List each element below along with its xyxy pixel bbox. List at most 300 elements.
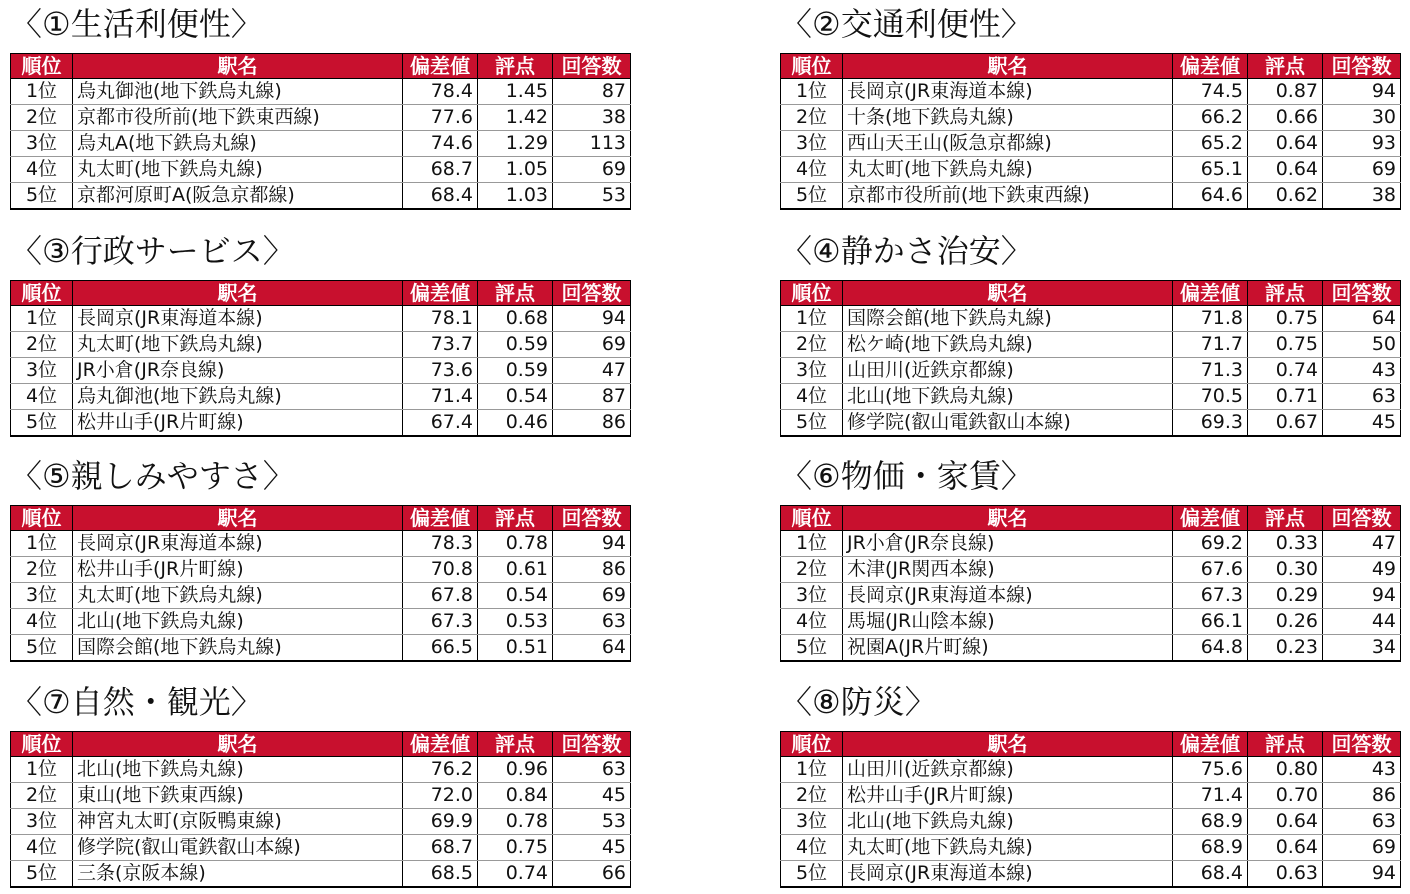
table-row bbox=[781, 332, 1401, 358]
station-cell: 修学院(叡山電鉄叡山本線) bbox=[73, 835, 403, 861]
station-cell: 国際会館(地下鉄烏丸線) bbox=[843, 306, 1173, 332]
ranking-table bbox=[780, 505, 1401, 662]
ranking-table bbox=[10, 731, 631, 888]
count-cell: 30 bbox=[1323, 105, 1401, 131]
header-deviation: 偏差値 bbox=[403, 54, 478, 79]
ranking-table bbox=[10, 505, 631, 662]
station-cell: 馬堀(JR山陰本線) bbox=[843, 609, 1173, 635]
count-cell: 38 bbox=[553, 105, 631, 131]
score-cell: 0.30 bbox=[1248, 557, 1323, 583]
table-row bbox=[781, 557, 1401, 583]
count-cell: 64 bbox=[553, 635, 631, 662]
rank-cell: 4位 bbox=[11, 835, 73, 861]
table-row bbox=[781, 609, 1401, 635]
rank-cell: 2位 bbox=[781, 105, 843, 131]
table-row bbox=[11, 609, 631, 635]
score-cell: 0.54 bbox=[478, 583, 553, 609]
header-station: 駅名 bbox=[73, 506, 403, 531]
rank-cell: 5位 bbox=[11, 410, 73, 437]
table-row bbox=[11, 183, 631, 210]
deviation-cell: 71.3 bbox=[1173, 358, 1248, 384]
station-cell: 丸太町(地下鉄烏丸線) bbox=[73, 583, 403, 609]
deviation-cell: 64.8 bbox=[1173, 635, 1248, 662]
header-count: 回答数 bbox=[1323, 54, 1401, 79]
section-title: 〈②交通利便性〉 bbox=[780, 5, 1033, 43]
count-cell: 43 bbox=[1323, 358, 1401, 384]
count-cell: 64 bbox=[1323, 306, 1401, 332]
header-station: 駅名 bbox=[843, 732, 1173, 757]
score-cell: 0.78 bbox=[478, 531, 553, 557]
header-station: 駅名 bbox=[73, 54, 403, 79]
header-rank: 順位 bbox=[781, 281, 843, 306]
header-rank: 順位 bbox=[11, 281, 73, 306]
count-cell: 94 bbox=[1323, 583, 1401, 609]
station-cell: 北山(地下鉄烏丸線) bbox=[73, 757, 403, 783]
table-row bbox=[11, 809, 631, 835]
table-row bbox=[11, 105, 631, 131]
rank-cell: 4位 bbox=[781, 835, 843, 861]
header-score: 評点 bbox=[1248, 732, 1323, 757]
rank-cell: 1位 bbox=[781, 79, 843, 105]
header-station: 駅名 bbox=[843, 506, 1173, 531]
score-cell: 1.42 bbox=[478, 105, 553, 131]
station-cell: 松井山手(JR片町線) bbox=[843, 783, 1173, 809]
table-row bbox=[11, 635, 631, 662]
rank-cell: 5位 bbox=[781, 861, 843, 888]
station-cell: JR小倉(JR奈良線) bbox=[843, 531, 1173, 557]
score-cell: 1.05 bbox=[478, 157, 553, 183]
rank-cell: 3位 bbox=[781, 809, 843, 835]
deviation-cell: 68.9 bbox=[1173, 809, 1248, 835]
table-header-row bbox=[11, 54, 631, 79]
station-cell: 京都市役所前(地下鉄東西線) bbox=[843, 183, 1173, 210]
deviation-cell: 65.1 bbox=[1173, 157, 1248, 183]
score-cell: 0.80 bbox=[1248, 757, 1323, 783]
deviation-cell: 68.7 bbox=[403, 835, 478, 861]
table-row bbox=[781, 835, 1401, 861]
rank-cell: 5位 bbox=[781, 183, 843, 210]
score-cell: 0.63 bbox=[1248, 861, 1323, 888]
rank-cell: 5位 bbox=[781, 410, 843, 437]
count-cell: 69 bbox=[553, 583, 631, 609]
station-cell: 丸太町(地下鉄烏丸線) bbox=[73, 157, 403, 183]
score-cell: 0.46 bbox=[478, 410, 553, 437]
header-station: 駅名 bbox=[73, 732, 403, 757]
count-cell: 63 bbox=[553, 757, 631, 783]
deviation-cell: 70.8 bbox=[403, 557, 478, 583]
score-cell: 0.74 bbox=[1248, 358, 1323, 384]
deviation-cell: 72.0 bbox=[403, 783, 478, 809]
count-cell: 53 bbox=[553, 809, 631, 835]
header-rank: 順位 bbox=[11, 732, 73, 757]
score-cell: 0.53 bbox=[478, 609, 553, 635]
rank-cell: 5位 bbox=[11, 183, 73, 210]
table-row bbox=[11, 861, 631, 888]
station-cell: 長岡京(JR東海道本線) bbox=[73, 531, 403, 557]
table-row bbox=[11, 384, 631, 410]
score-cell: 0.59 bbox=[478, 358, 553, 384]
table-row bbox=[781, 583, 1401, 609]
table-header-row bbox=[781, 281, 1401, 306]
count-cell: 69 bbox=[553, 332, 631, 358]
station-cell: 三条(京阪本線) bbox=[73, 861, 403, 888]
deviation-cell: 68.7 bbox=[403, 157, 478, 183]
station-cell: 西山天王山(阪急京都線) bbox=[843, 131, 1173, 157]
score-cell: 1.03 bbox=[478, 183, 553, 210]
score-cell: 0.74 bbox=[478, 861, 553, 888]
count-cell: 113 bbox=[553, 131, 631, 157]
count-cell: 53 bbox=[553, 183, 631, 210]
table-row bbox=[781, 358, 1401, 384]
table-row bbox=[781, 809, 1401, 835]
deviation-cell: 65.2 bbox=[1173, 131, 1248, 157]
count-cell: 49 bbox=[1323, 557, 1401, 583]
deviation-cell: 64.6 bbox=[1173, 183, 1248, 210]
ranking-table bbox=[10, 280, 631, 437]
header-count: 回答数 bbox=[1323, 732, 1401, 757]
count-cell: 86 bbox=[553, 557, 631, 583]
score-cell: 0.75 bbox=[1248, 306, 1323, 332]
section-title: 〈①生活利便性〉 bbox=[10, 5, 263, 43]
table-row bbox=[11, 531, 631, 557]
header-deviation: 偏差値 bbox=[1173, 506, 1248, 531]
station-cell: 長岡京(JR東海道本線) bbox=[843, 861, 1173, 888]
station-cell: 松井山手(JR片町線) bbox=[73, 557, 403, 583]
table-header-row bbox=[11, 732, 631, 757]
header-deviation: 偏差値 bbox=[1173, 281, 1248, 306]
deviation-cell: 78.1 bbox=[403, 306, 478, 332]
ranking-section bbox=[10, 680, 630, 888]
ranking-section bbox=[780, 680, 1400, 888]
table-row bbox=[781, 861, 1401, 888]
rank-cell: 2位 bbox=[781, 332, 843, 358]
deviation-cell: 74.5 bbox=[1173, 79, 1248, 105]
table-header-row bbox=[11, 281, 631, 306]
deviation-cell: 68.5 bbox=[403, 861, 478, 888]
table-header-row bbox=[11, 506, 631, 531]
table-row bbox=[11, 306, 631, 332]
table-row bbox=[11, 583, 631, 609]
score-cell: 0.64 bbox=[1248, 131, 1323, 157]
deviation-cell: 78.3 bbox=[403, 531, 478, 557]
section-title: 〈⑧防災〉 bbox=[780, 683, 937, 721]
deviation-cell: 71.8 bbox=[1173, 306, 1248, 332]
rank-cell: 1位 bbox=[781, 757, 843, 783]
count-cell: 69 bbox=[1323, 157, 1401, 183]
header-deviation: 偏差値 bbox=[403, 506, 478, 531]
header-deviation: 偏差値 bbox=[403, 281, 478, 306]
table-row bbox=[11, 557, 631, 583]
header-score: 評点 bbox=[478, 54, 553, 79]
deviation-cell: 77.6 bbox=[403, 105, 478, 131]
ranking-table bbox=[10, 53, 631, 210]
count-cell: 47 bbox=[553, 358, 631, 384]
deviation-cell: 67.6 bbox=[1173, 557, 1248, 583]
count-cell: 43 bbox=[1323, 757, 1401, 783]
score-cell: 0.29 bbox=[1248, 583, 1323, 609]
table-header-row bbox=[781, 54, 1401, 79]
score-cell: 0.67 bbox=[1248, 410, 1323, 437]
header-deviation: 偏差値 bbox=[1173, 732, 1248, 757]
rank-cell: 4位 bbox=[11, 609, 73, 635]
score-cell: 0.84 bbox=[478, 783, 553, 809]
score-cell: 0.70 bbox=[1248, 783, 1323, 809]
station-cell: 十条(地下鉄烏丸線) bbox=[843, 105, 1173, 131]
count-cell: 45 bbox=[1323, 410, 1401, 437]
section-title: 〈⑤親しみやすさ〉 bbox=[10, 457, 295, 495]
station-cell: 烏丸御池(地下鉄烏丸線) bbox=[73, 384, 403, 410]
ranking-section bbox=[10, 454, 630, 662]
score-cell: 0.75 bbox=[1248, 332, 1323, 358]
deviation-cell: 68.9 bbox=[1173, 835, 1248, 861]
rank-cell: 3位 bbox=[11, 358, 73, 384]
header-score: 評点 bbox=[478, 506, 553, 531]
score-cell: 0.51 bbox=[478, 635, 553, 662]
deviation-cell: 66.1 bbox=[1173, 609, 1248, 635]
deviation-cell: 78.4 bbox=[403, 79, 478, 105]
station-cell: 長岡京(JR東海道本線) bbox=[843, 79, 1173, 105]
count-cell: 50 bbox=[1323, 332, 1401, 358]
header-rank: 順位 bbox=[781, 506, 843, 531]
section-title: 〈⑦自然・観光〉 bbox=[10, 683, 263, 721]
section-title: 〈⑥物価・家賃〉 bbox=[780, 457, 1033, 495]
section-title: 〈③行政サービス〉 bbox=[10, 232, 295, 270]
station-cell: 木津(JR関西本線) bbox=[843, 557, 1173, 583]
station-cell: 東山(地下鉄東西線) bbox=[73, 783, 403, 809]
header-rank: 順位 bbox=[11, 506, 73, 531]
score-cell: 0.64 bbox=[1248, 157, 1323, 183]
score-cell: 0.33 bbox=[1248, 531, 1323, 557]
table-row bbox=[11, 79, 631, 105]
table-row bbox=[11, 358, 631, 384]
header-deviation: 偏差値 bbox=[403, 732, 478, 757]
count-cell: 34 bbox=[1323, 635, 1401, 662]
table-row bbox=[781, 79, 1401, 105]
count-cell: 94 bbox=[1323, 79, 1401, 105]
station-cell: 松ケ崎(地下鉄烏丸線) bbox=[843, 332, 1173, 358]
station-cell: 山田川(近鉄京都線) bbox=[843, 757, 1173, 783]
rank-cell: 1位 bbox=[11, 531, 73, 557]
count-cell: 63 bbox=[553, 609, 631, 635]
deviation-cell: 74.6 bbox=[403, 131, 478, 157]
score-cell: 0.64 bbox=[1248, 809, 1323, 835]
score-cell: 0.62 bbox=[1248, 183, 1323, 210]
table-row bbox=[11, 783, 631, 809]
rank-cell: 5位 bbox=[11, 861, 73, 888]
table-row bbox=[781, 306, 1401, 332]
count-cell: 45 bbox=[553, 835, 631, 861]
score-cell: 0.96 bbox=[478, 757, 553, 783]
score-cell: 0.75 bbox=[478, 835, 553, 861]
rank-cell: 5位 bbox=[11, 635, 73, 662]
ranking-table bbox=[780, 53, 1401, 210]
score-cell: 0.87 bbox=[1248, 79, 1323, 105]
rank-cell: 2位 bbox=[11, 105, 73, 131]
count-cell: 86 bbox=[553, 410, 631, 437]
deviation-cell: 68.4 bbox=[1173, 861, 1248, 888]
station-cell: 丸太町(地下鉄烏丸線) bbox=[843, 157, 1173, 183]
score-cell: 1.45 bbox=[478, 79, 553, 105]
rank-cell: 1位 bbox=[11, 79, 73, 105]
rank-cell: 3位 bbox=[11, 131, 73, 157]
station-cell: 北山(地下鉄烏丸線) bbox=[843, 384, 1173, 410]
header-rank: 順位 bbox=[781, 54, 843, 79]
station-cell: 山田川(近鉄京都線) bbox=[843, 358, 1173, 384]
count-cell: 69 bbox=[1323, 835, 1401, 861]
deviation-cell: 66.2 bbox=[1173, 105, 1248, 131]
table-row bbox=[11, 410, 631, 437]
count-cell: 87 bbox=[553, 384, 631, 410]
count-cell: 94 bbox=[553, 531, 631, 557]
ranking-section bbox=[780, 454, 1400, 662]
header-count: 回答数 bbox=[553, 54, 631, 79]
table-row bbox=[781, 384, 1401, 410]
rank-cell: 4位 bbox=[781, 384, 843, 410]
header-deviation: 偏差値 bbox=[1173, 54, 1248, 79]
rank-cell: 1位 bbox=[781, 531, 843, 557]
header-score: 評点 bbox=[478, 732, 553, 757]
header-station: 駅名 bbox=[73, 281, 403, 306]
deviation-cell: 73.6 bbox=[403, 358, 478, 384]
score-cell: 0.68 bbox=[478, 306, 553, 332]
rank-cell: 2位 bbox=[11, 557, 73, 583]
table-row bbox=[11, 131, 631, 157]
score-cell: 0.26 bbox=[1248, 609, 1323, 635]
station-cell: 烏丸A(地下鉄烏丸線) bbox=[73, 131, 403, 157]
header-count: 回答数 bbox=[553, 732, 631, 757]
deviation-cell: 71.7 bbox=[1173, 332, 1248, 358]
ranking-table bbox=[780, 731, 1401, 888]
table-row bbox=[781, 757, 1401, 783]
deviation-cell: 67.3 bbox=[1173, 583, 1248, 609]
header-rank: 順位 bbox=[11, 54, 73, 79]
station-cell: 長岡京(JR東海道本線) bbox=[73, 306, 403, 332]
ranking-section bbox=[780, 2, 1400, 210]
station-cell: 修学院(叡山電鉄叡山本線) bbox=[843, 410, 1173, 437]
deviation-cell: 71.4 bbox=[403, 384, 478, 410]
rank-cell: 4位 bbox=[11, 384, 73, 410]
count-cell: 38 bbox=[1323, 183, 1401, 210]
deviation-cell: 69.2 bbox=[1173, 531, 1248, 557]
station-cell: 国際会館(地下鉄烏丸線) bbox=[73, 635, 403, 662]
table-row bbox=[781, 183, 1401, 210]
table-row bbox=[781, 531, 1401, 557]
station-cell: 北山(地下鉄烏丸線) bbox=[843, 809, 1173, 835]
station-cell: 烏丸御池(地下鉄烏丸線) bbox=[73, 79, 403, 105]
score-cell: 1.29 bbox=[478, 131, 553, 157]
deviation-cell: 68.4 bbox=[403, 183, 478, 210]
table-row bbox=[11, 757, 631, 783]
score-cell: 0.64 bbox=[1248, 835, 1323, 861]
deviation-cell: 70.5 bbox=[1173, 384, 1248, 410]
station-cell: JR小倉(JR奈良線) bbox=[73, 358, 403, 384]
station-cell: 丸太町(地下鉄烏丸線) bbox=[73, 332, 403, 358]
table-row bbox=[781, 410, 1401, 437]
count-cell: 66 bbox=[553, 861, 631, 888]
table-row bbox=[11, 157, 631, 183]
rank-cell: 2位 bbox=[781, 783, 843, 809]
ranking-section bbox=[780, 229, 1400, 437]
count-cell: 69 bbox=[553, 157, 631, 183]
rank-cell: 2位 bbox=[11, 332, 73, 358]
station-cell: 京都河原町A(阪急京都線) bbox=[73, 183, 403, 210]
rank-cell: 3位 bbox=[11, 583, 73, 609]
ranking-section bbox=[10, 229, 630, 437]
rank-cell: 4位 bbox=[781, 157, 843, 183]
header-count: 回答数 bbox=[1323, 281, 1401, 306]
table-row bbox=[781, 105, 1401, 131]
count-cell: 94 bbox=[553, 306, 631, 332]
table-row bbox=[11, 835, 631, 861]
rank-cell: 3位 bbox=[781, 131, 843, 157]
header-score: 評点 bbox=[1248, 506, 1323, 531]
deviation-cell: 69.3 bbox=[1173, 410, 1248, 437]
table-row bbox=[781, 635, 1401, 662]
count-cell: 86 bbox=[1323, 783, 1401, 809]
station-cell: 丸太町(地下鉄烏丸線) bbox=[843, 835, 1173, 861]
count-cell: 45 bbox=[553, 783, 631, 809]
score-cell: 0.71 bbox=[1248, 384, 1323, 410]
rank-cell: 4位 bbox=[781, 609, 843, 635]
deviation-cell: 67.3 bbox=[403, 609, 478, 635]
count-cell: 94 bbox=[1323, 861, 1401, 888]
table-row bbox=[781, 131, 1401, 157]
ranking-section bbox=[10, 2, 630, 210]
score-cell: 0.59 bbox=[478, 332, 553, 358]
count-cell: 87 bbox=[553, 79, 631, 105]
deviation-cell: 67.8 bbox=[403, 583, 478, 609]
deviation-cell: 69.9 bbox=[403, 809, 478, 835]
station-cell: 神宮丸太町(京阪鴨東線) bbox=[73, 809, 403, 835]
header-count: 回答数 bbox=[1323, 506, 1401, 531]
deviation-cell: 66.5 bbox=[403, 635, 478, 662]
table-row bbox=[781, 157, 1401, 183]
header-count: 回答数 bbox=[553, 506, 631, 531]
deviation-cell: 67.4 bbox=[403, 410, 478, 437]
count-cell: 63 bbox=[1323, 384, 1401, 410]
ranking-table bbox=[780, 280, 1401, 437]
score-cell: 0.54 bbox=[478, 384, 553, 410]
header-score: 評点 bbox=[478, 281, 553, 306]
deviation-cell: 75.6 bbox=[1173, 757, 1248, 783]
header-station: 駅名 bbox=[843, 281, 1173, 306]
rank-cell: 3位 bbox=[781, 583, 843, 609]
score-cell: 0.61 bbox=[478, 557, 553, 583]
table-row bbox=[781, 783, 1401, 809]
rank-cell: 2位 bbox=[11, 783, 73, 809]
header-count: 回答数 bbox=[553, 281, 631, 306]
station-cell: 北山(地下鉄烏丸線) bbox=[73, 609, 403, 635]
rank-cell: 1位 bbox=[11, 757, 73, 783]
count-cell: 47 bbox=[1323, 531, 1401, 557]
count-cell: 63 bbox=[1323, 809, 1401, 835]
table-row bbox=[11, 332, 631, 358]
rank-cell: 4位 bbox=[11, 157, 73, 183]
header-score: 評点 bbox=[1248, 54, 1323, 79]
score-cell: 0.66 bbox=[1248, 105, 1323, 131]
station-cell: 祝園A(JR片町線) bbox=[843, 635, 1173, 662]
deviation-cell: 71.4 bbox=[1173, 783, 1248, 809]
rank-cell: 3位 bbox=[11, 809, 73, 835]
station-cell: 長岡京(JR東海道本線) bbox=[843, 583, 1173, 609]
deviation-cell: 73.7 bbox=[403, 332, 478, 358]
table-header-row bbox=[781, 506, 1401, 531]
rank-cell: 1位 bbox=[11, 306, 73, 332]
header-rank: 順位 bbox=[781, 732, 843, 757]
rank-cell: 1位 bbox=[781, 306, 843, 332]
station-cell: 京都市役所前(地下鉄東西線) bbox=[73, 105, 403, 131]
count-cell: 93 bbox=[1323, 131, 1401, 157]
